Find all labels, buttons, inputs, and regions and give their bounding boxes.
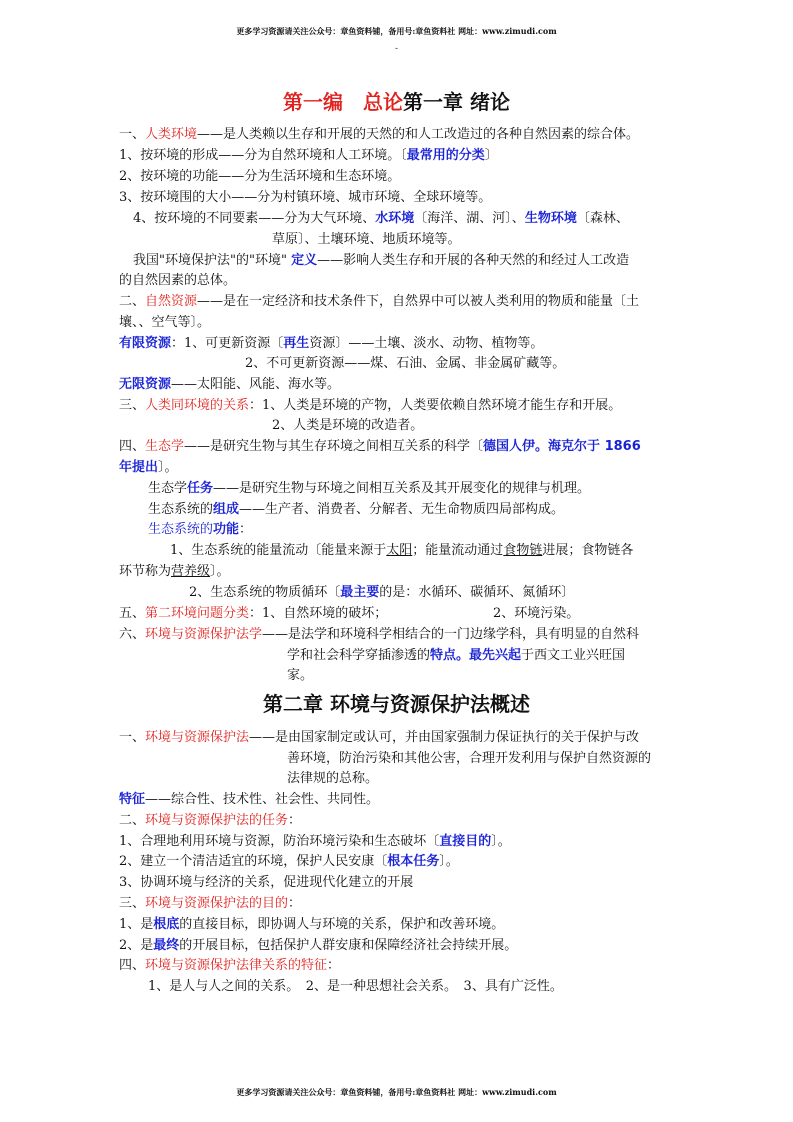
section-6-heading bbox=[119, 627, 639, 643]
highlight: 直接目的 bbox=[439, 834, 492, 849]
list-item bbox=[170, 543, 633, 559]
text: ：1、可更新资源〔 bbox=[171, 336, 284, 351]
text: ——是由国家制定或认可，并由国家强制力保证执行的关于保护与改 bbox=[249, 730, 640, 745]
ch2-section-2-heading bbox=[119, 813, 301, 829]
num: 四、 bbox=[119, 958, 146, 973]
text: 生态系统的 bbox=[148, 522, 214, 537]
text: 学和社会科学穿插渗透的 bbox=[287, 648, 431, 663]
text: ： bbox=[288, 813, 302, 828]
paragraph bbox=[148, 502, 564, 518]
text: 资源〕——土壤、淡水、动物、植物等。 bbox=[309, 336, 544, 351]
list-item bbox=[189, 585, 574, 601]
paragraph bbox=[119, 792, 379, 808]
text: 的是：水循环、碳循环、氮循环〕 bbox=[379, 585, 575, 600]
section-3-heading bbox=[119, 398, 621, 414]
highlight: 无限资源 bbox=[119, 377, 172, 392]
term: 环境与资源保护法的目的 bbox=[145, 896, 289, 911]
section-4-heading bbox=[119, 439, 641, 455]
highlight: 再生 bbox=[283, 336, 310, 351]
highlight: 最终 bbox=[153, 938, 180, 953]
num: 五、 bbox=[119, 606, 146, 621]
highlight: 有限资源 bbox=[119, 336, 172, 351]
list-item bbox=[133, 211, 629, 227]
term: 环境与资源保护法律关系的特征 bbox=[145, 958, 328, 973]
chapter-1-title bbox=[0, 86, 793, 115]
text: 1、合理地利用环境与资源，防治环境污染和生态破坏〔 bbox=[119, 834, 440, 849]
num: 二、 bbox=[119, 294, 146, 309]
page-footer: 更多学习资源请关注公众号：章鱼资料铺，备用号:章鱼资料社 网址：www.zimudi.com bbox=[236, 1087, 557, 1097]
num: 六、 bbox=[119, 627, 146, 642]
text: 生态系统的 bbox=[148, 502, 214, 517]
highlight: 根底 bbox=[153, 917, 180, 932]
highlight: 定义 bbox=[291, 253, 318, 268]
term: 环境与资源保护法 bbox=[145, 730, 250, 745]
chapter-title: 第一章 绪论 bbox=[403, 90, 510, 114]
list-item: 3、协调环境与经济的关系，促进现代化建立的开展 bbox=[119, 875, 414, 890]
definition: ——是人类赖以生存和开展的天然的和人工改造过的各种自然因素的综合体。 bbox=[197, 127, 640, 142]
paragraph bbox=[148, 481, 590, 497]
highlight: 任务 bbox=[187, 481, 214, 496]
list-item: 3、按环境围的大小——分为村镇环境、城市环境、全球环境等。 bbox=[119, 190, 492, 205]
text: 进展；食物链各 bbox=[542, 543, 634, 558]
paragraph-cont: 壤、、空气等〕。 bbox=[119, 315, 211, 330]
num: 三、 bbox=[119, 896, 146, 911]
text: 〔海洋、湖、河〕、 bbox=[414, 211, 525, 226]
list-item: 2、环境污染。 bbox=[493, 606, 580, 621]
highlight: 年提出 bbox=[119, 460, 159, 475]
text: 生态学 bbox=[148, 481, 188, 496]
term-human-environment: 人类环境 bbox=[145, 127, 198, 142]
paragraph-cont bbox=[287, 648, 625, 664]
highlight: 最主要 bbox=[340, 585, 380, 600]
underlined: 食物链 bbox=[503, 543, 543, 558]
list-item: 2、按环境的功能——分为生活环境和生态环境。 bbox=[119, 169, 401, 184]
highlight: 组成 bbox=[213, 502, 240, 517]
section-2-heading bbox=[119, 294, 639, 310]
text: 〕 bbox=[484, 148, 498, 163]
list-item bbox=[119, 377, 340, 393]
paragraph bbox=[148, 522, 252, 538]
text: 〔森林、 bbox=[576, 211, 629, 226]
text: 环节称为 bbox=[119, 564, 172, 579]
paragraph-cont: 善环境，防治污染和其他公害，合理开发利用与保护自然资源的 bbox=[287, 751, 652, 766]
paragraph bbox=[133, 253, 629, 269]
term: 人类同环境的关系 bbox=[145, 398, 250, 413]
text: 〕。 bbox=[210, 564, 230, 579]
num: 一、 bbox=[119, 127, 146, 142]
text: ： bbox=[327, 958, 341, 973]
num: 一、 bbox=[119, 730, 146, 745]
text: 4、按环境的不同要素——分为大气环境、 bbox=[133, 211, 376, 226]
term: 第二环境问题分类 bbox=[145, 606, 250, 621]
text: 1、生态系统的能量流动〔能量来源于 bbox=[170, 543, 387, 558]
ch2-section-4-heading bbox=[119, 958, 340, 974]
list-item bbox=[119, 834, 511, 850]
term: 生态学 bbox=[145, 439, 185, 454]
list-item: 2、不可更新资源——煤、石油、金属、非金属矿藏等。 bbox=[245, 356, 566, 371]
section-1-heading bbox=[119, 127, 639, 143]
text: 2、生态系统的物质循环〔 bbox=[189, 585, 341, 600]
text: 〕。 bbox=[158, 460, 178, 475]
highlight: 特点。最先兴起 bbox=[430, 648, 522, 663]
text: 2、建立一个清洁适宜的环境，保护人民安康〔 bbox=[119, 854, 388, 869]
list-item bbox=[119, 148, 498, 164]
text: ——影响人类生存和开展的各种天然的和经过人工改造 bbox=[317, 253, 630, 268]
header-dash: - bbox=[394, 44, 399, 54]
list-item bbox=[119, 917, 504, 933]
text: ——太阳能、风能、海水等。 bbox=[171, 377, 341, 392]
section-5-heading bbox=[119, 606, 387, 622]
list-item bbox=[119, 938, 517, 954]
text: ：1、自然环境的破坏； bbox=[249, 606, 388, 621]
text: ： bbox=[288, 896, 302, 911]
underlined: 营养级 bbox=[171, 564, 211, 579]
part-title: 第一编 总论 bbox=[283, 90, 404, 114]
highlight: 根本任务 bbox=[387, 854, 440, 869]
paragraph-cont: 的自然因素的总体。 bbox=[119, 273, 237, 288]
list-item bbox=[119, 336, 543, 352]
list-item bbox=[119, 854, 459, 870]
ch2-section-3-heading bbox=[119, 896, 301, 912]
num: 二、 bbox=[119, 813, 146, 828]
highlight: 水环境 bbox=[375, 211, 415, 226]
text: 1、是 bbox=[119, 917, 154, 932]
text: 我国"环境保护法"的"环境" bbox=[133, 253, 292, 268]
text: 于西文工业兴旺国 bbox=[521, 648, 626, 663]
highlight: 最常用的分类 bbox=[406, 148, 485, 163]
highlight: 生物环境 bbox=[524, 211, 577, 226]
text: 1、按环境的形成——分为自然环境和人工环境。〔 bbox=[119, 148, 407, 163]
text: ： bbox=[239, 522, 253, 537]
highlight: 功能 bbox=[213, 522, 240, 537]
text: ：1、人类是环境的产物，人类要依赖自然环境才能生存和开展。 bbox=[249, 398, 622, 413]
text: 〕。 bbox=[439, 854, 459, 869]
paragraph-cont: 家。 bbox=[287, 668, 314, 683]
term: 环境与资源保护法的任务 bbox=[145, 813, 289, 828]
list-item: 2、人类是环境的改造者。 bbox=[272, 418, 424, 433]
list-item-cont: 草原〕、土壤环境、地质环境等。 bbox=[272, 232, 461, 247]
list-item-cont bbox=[119, 564, 230, 580]
text: ——是法学和环境科学相结合的一门边缘学科，具有明显的自然科 bbox=[262, 627, 640, 642]
text: 〕。 bbox=[491, 834, 511, 849]
text: ——综合性、技术性、社会性、共同性。 bbox=[145, 792, 380, 807]
highlight: 特征 bbox=[119, 792, 146, 807]
underlined: 太阳 bbox=[386, 543, 413, 558]
term: 自然资源 bbox=[145, 294, 198, 309]
highlight: 德国人伊。海克尔于 1866 bbox=[483, 439, 641, 454]
text: ——是研究生物与其生存环境之间相互关系的科学〔 bbox=[184, 439, 484, 454]
paragraph-cont: 法律规的总称。 bbox=[287, 771, 379, 786]
page-header: 更多学习资源请关注公众号：章鱼资料铺，备用号:章鱼资料社 网址：www.zimudi.com bbox=[236, 26, 557, 36]
text: ；能量流动通过 bbox=[412, 543, 504, 558]
text: ——是研究生物与环境之间相互关系及其开展变化的规律与机理。 bbox=[213, 481, 591, 496]
text: 的开展目标，包括保护人群安康和保障经济社会持续开展。 bbox=[179, 938, 518, 953]
num: 三、 bbox=[119, 398, 146, 413]
text: 2、是 bbox=[119, 938, 154, 953]
text: 的直接目标，即协调人与环境的关系，保护和改善环境。 bbox=[179, 917, 505, 932]
text: ——是在一定经济和技术条件下，自然界中可以被人类利用的物质和能量〔土 bbox=[197, 294, 640, 309]
chapter-2-title: 第二章 环境与资源保护法概述 bbox=[263, 692, 530, 716]
term: 环境与资源保护法学 bbox=[145, 627, 263, 642]
list-item: 1、是人与人之间的关系。 2、是一种思想社会关系。 3、具有广泛性。 bbox=[148, 979, 563, 994]
num: 四、 bbox=[119, 439, 146, 454]
text: ——生产者、消费者、分解者、无生命物质四局部构成。 bbox=[239, 502, 565, 517]
paragraph-cont bbox=[119, 460, 178, 476]
ch2-section-1-heading bbox=[119, 730, 639, 746]
